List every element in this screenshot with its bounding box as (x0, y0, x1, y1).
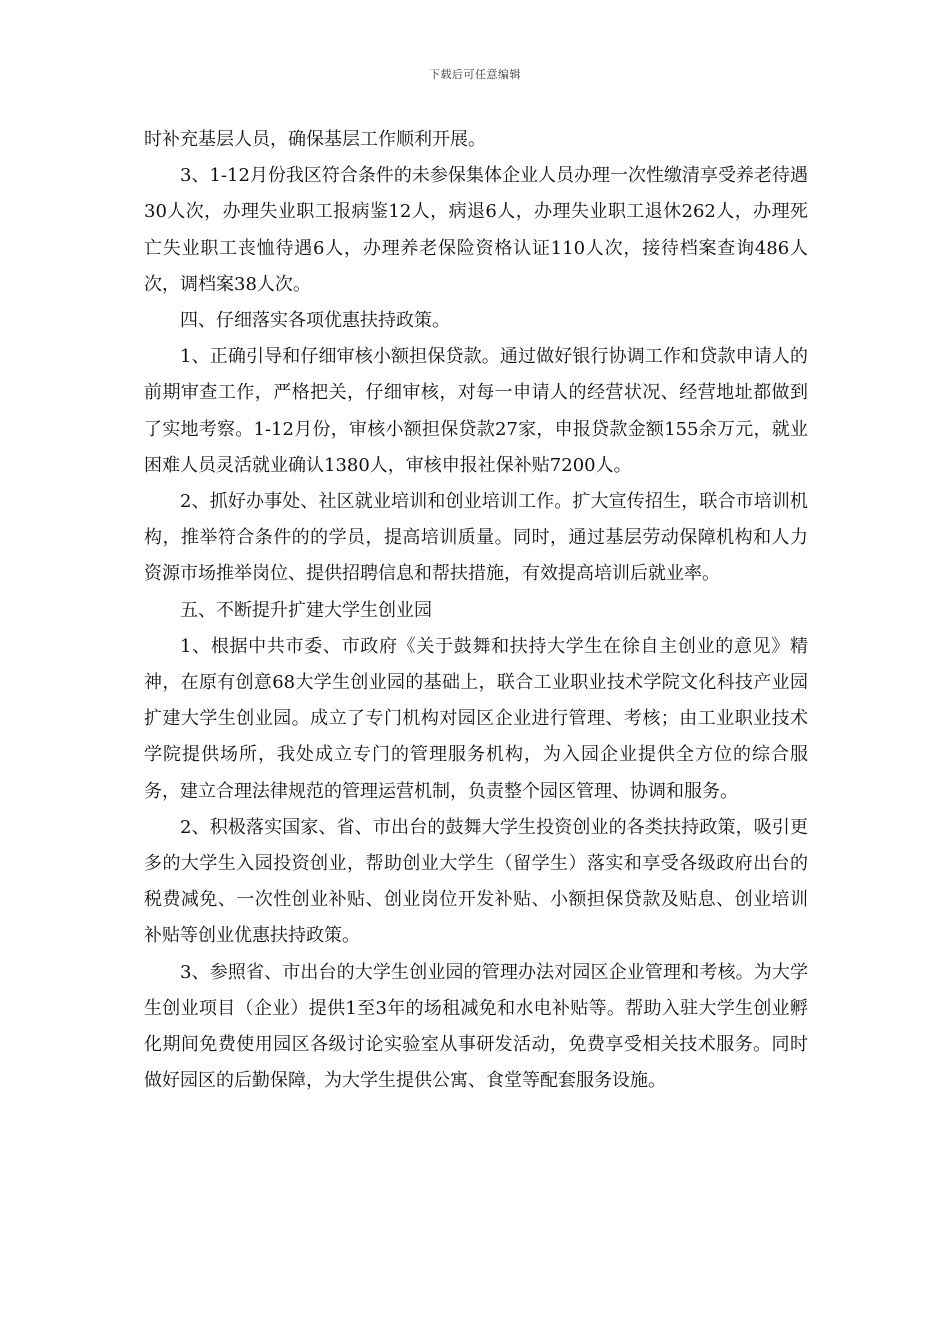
page-header: 下载后可任意编辑 (429, 68, 521, 81)
paragraph: 3、参照省、市出台的大学生创业园的管理办法对园区企业管理和考核。为大学生创业项目（企业）提供1至3年的场租减免和水电补贴等。帮助入驻大学生创业孵化期间免费使用园区各级讨论实验室从事研发活动，免费享受相关技术服务。同时做好园区的后勤保障，为大学生提供公寓、食堂等配套服务设施。 (144, 961, 808, 1092)
paragraph: 1、正确引导和仔细审核小额担保贷款。通过做好银行协调工作和贷款申请人的前期审查工作，严格把关，仔细审核，对每一申请人的经营状况、经营地址都做到了实地考察。1-12月份，审核小额担保贷款27家，申报贷款金额155余万元，就业困难人员灵活就业确认1380人，审核申报社保补贴7200人。 (144, 346, 808, 476)
section-heading: 五、不断提升扩建大学生创业园 (180, 599, 432, 621)
paragraph: 1、根据中共市委、市政府《关于鼓舞和扶持大学生在徐自主创业的意见》精神，在原有创意68大学生创业园的基础上，联合工业职业技术学院文化科技产业园扩建大学生创业园。成立了专门机构对园区企业进行管理、考核；由工业职业技术学院提供场所，我处成立专门的管理服务机构，为入园企业提供全方位的综合服务，建立合理法律规范的管理运营机制，负责整个园区管理、协调和服务。 (144, 635, 808, 802)
section-heading: 四、仔细落实各项优惠扶持政策。 (180, 310, 450, 332)
paragraph: 2、积极落实国家、省、市出台的鼓舞大学生投资创业的各类扶持政策，吸引更多的大学生入园投资创业，帮助创业大学生（留学生）落实和享受各级政府出台的税费减免、一次性创业补贴、创业岗位开发补贴、小额担保贷款及贴息、创业培训补贴等创业优惠扶持政策。 (144, 816, 808, 947)
document-body (144, 122, 808, 1099)
paragraph: 3、1-12月份我区符合条件的未参保集体企业人员办理一次性缴清享受养老待遇30人次，办理失业职工报病鉴12人，病退6人，办理失业职工退休262人，办理死亡失业职工丧恤待遇6人，办理养老保险资格认证110人次，接待档案查询486人次，调档案38人次。 (144, 165, 808, 295)
paragraph: 时补充基层人员，确保基层工作顺利开展。 (144, 129, 486, 150)
paragraph: 2、抓好办事处、社区就业培训和创业培训工作。扩大宣传招生，联合市培训机构，推举符合条件的的学员，提高培训质量。同时，通过基层劳动保障机构和人力资源市场推举岗位、提供招聘信息和帮扶措施，有效提高培训后就业率。 (144, 491, 808, 585)
